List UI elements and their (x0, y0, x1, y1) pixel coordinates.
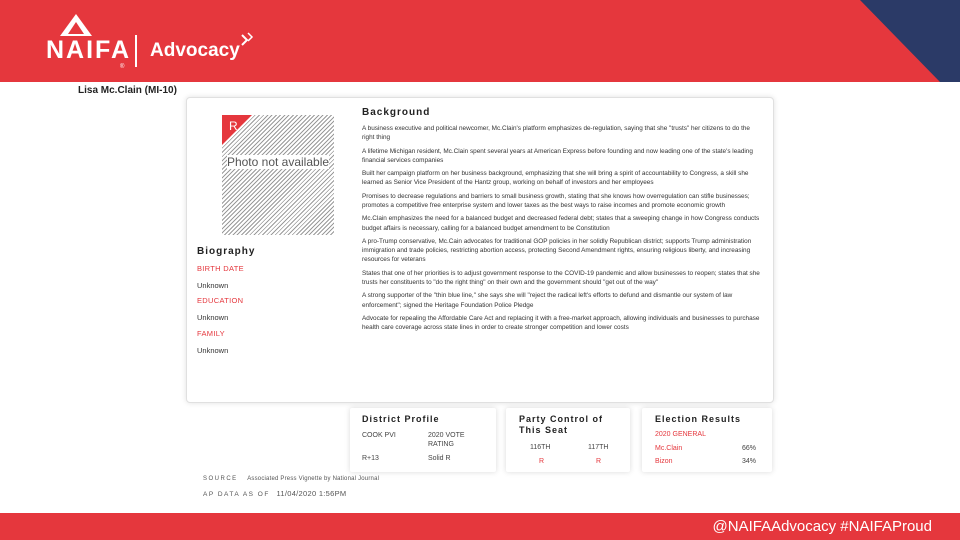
background-paragraph: States that one of her priorities is to adjust government response to the COVID-19 pandemic and allow businesses to reopen; states that she trusts her constituents to "do the right thing" on their own and the government should "get out of the way" (362, 269, 760, 286)
logo-text: NAIFA (46, 36, 131, 64)
candidate-name: Mc.Clain (655, 445, 683, 452)
family-label: FAMILY (197, 329, 225, 338)
party-badge-letter: R (229, 119, 238, 133)
source-label: SOURCE (203, 476, 238, 482)
candidate-pct: 66% (742, 445, 757, 452)
election-results-title: Election Results (655, 414, 742, 424)
birth-date-value: Unknown (197, 281, 229, 290)
background-paragraph: A business executive and political newcomer, Mc.Clain's platform emphasizes de-regulation, saying that she "trusts" her citizens to do the right thing (362, 125, 750, 142)
ap-data-label: AP DATA AS OF (203, 491, 270, 498)
header-banner (0, 0, 960, 82)
congress-116-value: R (539, 458, 545, 465)
cook-pvi-label: COOK PVI (362, 432, 396, 439)
education-value: Unknown (197, 313, 229, 322)
candidate-name: Bizon (655, 458, 673, 465)
background-paragraph: A strong supporter of the "thin blue line," she says she will "reject the radical left's efforts to defund and dismantle our system of law enforcement"; signed the Heritage Foundation Police Pledge (362, 292, 733, 309)
photo-unavailable-label: Photo not available (226, 155, 330, 169)
logo-registered: ® (120, 64, 125, 70)
congress-116-label: 116TH (530, 444, 551, 451)
candidate-pct: 34% (742, 458, 757, 465)
source-value: Associated Press Vignette by National Journal (247, 476, 380, 482)
ap-data-line (203, 489, 346, 498)
header-divider (135, 35, 137, 67)
footer-banner (0, 513, 960, 540)
photo-unavailable-text (222, 155, 334, 170)
background-heading: Background (362, 107, 431, 118)
family-value: Unknown (197, 346, 229, 355)
background-paragraph: Built her campaign platform on her business background, emphasizing that she will bring a spirit of accountability to Congress, a skill she learned as Senior Vice President of the Hantz group, working on behalf of investors and her employees (362, 170, 749, 187)
vote-rating-value: Solid R (428, 455, 451, 462)
background-list (362, 124, 762, 337)
background-paragraph: Promises to decrease regulations and barriers to small business growth, stating that she knows how overregulation can stifle businesses; promotes a competitive free enterprise system and lower taxes as the best ways to raise incomes and promote economic growth (362, 192, 750, 209)
education-label: EDUCATION (197, 296, 244, 305)
background-paragraph: Advocate for repealing the Affordable Care Act and replacing it with a free-market approach, allowing individuals and businesses to purchase health care coverage across state lines in order to create stronger competition and lower costs (362, 314, 760, 332)
cook-pvi-value: R+13 (362, 455, 379, 462)
advocacy-title: Advocacy (150, 40, 240, 61)
background-paragraph: Mc.Clain emphasizes the need for a balanced budget and decreased federal debt; states that a sweeping change in how Congress conducts budget affairs is necessary, calling for a balanced budget amendment to be Constitution (362, 215, 760, 232)
birth-date-label: BIRTH DATE (197, 264, 244, 273)
vote-rating-label: 2020 VOTE RATING (428, 432, 465, 448)
footer-hashtags: @NAIFAAdvocacy #NAIFAProud (712, 518, 932, 535)
background-paragraph: A pro-Trump conservative, Mc.Cain advocates for traditional GOP policies in her solidly Republican district; supports Trump administration immigration and trade policies, restricting abortion access, protecting Second Amendment rights, ensuring religious liberty, and increasing resources for veterans (362, 237, 752, 264)
page-title: Lisa Mc.Clain (MI-10) (78, 85, 177, 96)
chevron-arrows-icon (238, 30, 258, 50)
congress-117-value: R (596, 458, 602, 465)
source-line (203, 476, 379, 482)
ap-data-value: 11/04/2020 1:56PM (276, 489, 347, 498)
party-control-title: Party Control of This Seat (519, 414, 604, 435)
election-general-label: 2020 GENERAL (655, 431, 706, 438)
district-profile-title: District Profile (362, 414, 440, 424)
congress-117-label: 117TH (588, 444, 609, 451)
biography-heading: Biography (197, 246, 256, 257)
background-paragraph: A lifetime Michigan resident, Mc.Clain spent several years at American Express before founding and now leading one of the state's leading financial services companies (362, 147, 753, 164)
